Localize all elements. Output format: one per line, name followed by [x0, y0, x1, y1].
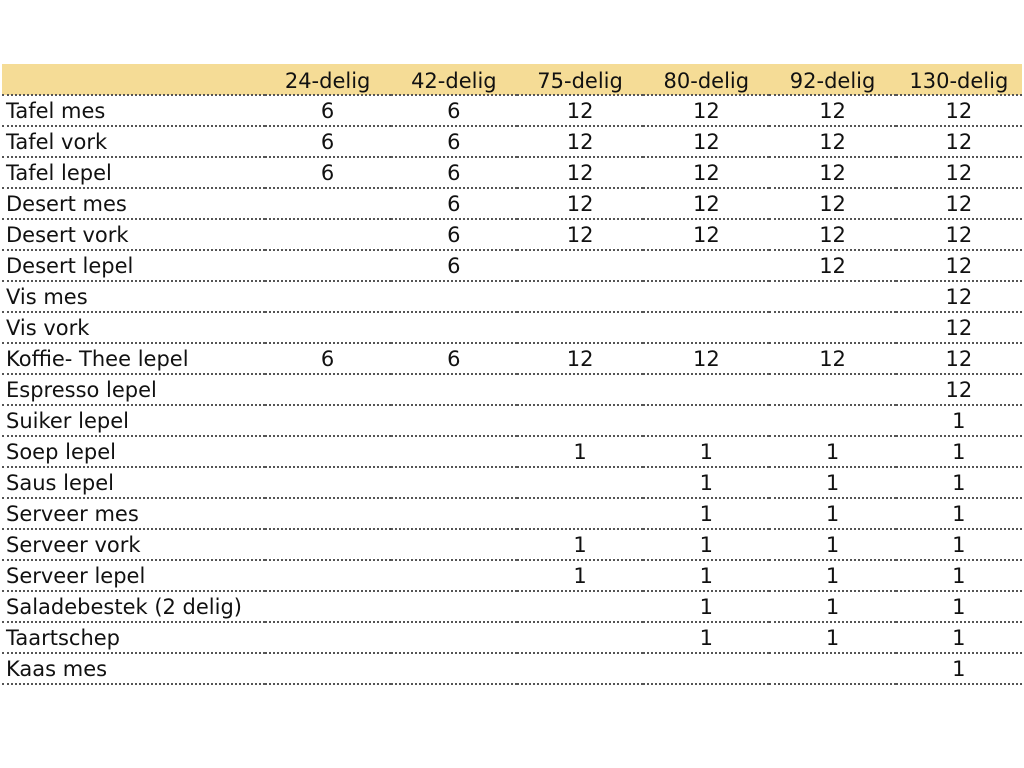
quantity-cell [517, 498, 643, 529]
row-label: Tafel mes [2, 95, 265, 126]
quantity-cell: 12 [896, 157, 1022, 188]
quantity-cell: 6 [265, 95, 391, 126]
quantity-cell: 1 [896, 560, 1022, 591]
table-header [2, 64, 1022, 95]
quantity-cell: 1 [769, 529, 895, 560]
quantity-cell: 6 [265, 126, 391, 157]
quantity-cell: 12 [896, 126, 1022, 157]
quantity-cell [265, 622, 391, 653]
quantity-cell: 12 [896, 312, 1022, 343]
row-label: Tafel lepel [2, 157, 265, 188]
table-row [2, 250, 1022, 281]
quantity-cell [391, 653, 517, 684]
quantity-cell: 6 [391, 157, 517, 188]
quantity-cell [391, 560, 517, 591]
table-body [2, 95, 1022, 684]
row-label: Serveer vork [2, 529, 265, 560]
quantity-cell [265, 374, 391, 405]
quantity-cell [265, 436, 391, 467]
quantity-cell: 12 [517, 157, 643, 188]
quantity-cell: 12 [769, 343, 895, 374]
table-row [2, 157, 1022, 188]
quantity-cell [643, 281, 769, 312]
quantity-cell: 12 [643, 219, 769, 250]
quantity-cell: 12 [517, 126, 643, 157]
column-header: 130-delig [896, 64, 1022, 95]
quantity-cell: 1 [769, 467, 895, 498]
quantity-cell: 12 [896, 219, 1022, 250]
quantity-cell [265, 591, 391, 622]
row-label: Serveer mes [2, 498, 265, 529]
table-row [2, 405, 1022, 436]
cutlery-set-table [2, 64, 1022, 685]
quantity-cell: 12 [517, 219, 643, 250]
quantity-cell: 1 [896, 436, 1022, 467]
quantity-cell: 1 [896, 591, 1022, 622]
quantity-cell: 12 [517, 188, 643, 219]
quantity-cell [265, 281, 391, 312]
quantity-cell: 12 [896, 343, 1022, 374]
quantity-cell [391, 436, 517, 467]
quantity-cell [265, 560, 391, 591]
quantity-cell: 1 [517, 529, 643, 560]
quantity-cell [769, 374, 895, 405]
column-header: 92-delig [769, 64, 895, 95]
quantity-cell: 6 [391, 95, 517, 126]
quantity-cell [769, 281, 895, 312]
quantity-cell [265, 250, 391, 281]
quantity-cell [517, 405, 643, 436]
table-row [2, 188, 1022, 219]
quantity-cell [517, 250, 643, 281]
quantity-cell [769, 312, 895, 343]
table-row [2, 343, 1022, 374]
row-label: Soep lepel [2, 436, 265, 467]
quantity-cell: 6 [391, 219, 517, 250]
quantity-cell: 12 [769, 250, 895, 281]
quantity-cell: 1 [896, 653, 1022, 684]
column-header: 24-delig [265, 64, 391, 95]
quantity-cell [643, 250, 769, 281]
quantity-cell [265, 653, 391, 684]
quantity-cell: 1 [517, 560, 643, 591]
quantity-cell [517, 467, 643, 498]
quantity-cell: 12 [643, 188, 769, 219]
row-label: Vis mes [2, 281, 265, 312]
quantity-cell: 6 [391, 250, 517, 281]
column-header: 75-delig [517, 64, 643, 95]
header-corner-cell [2, 64, 265, 95]
row-label: Desert mes [2, 188, 265, 219]
quantity-cell: 12 [769, 126, 895, 157]
quantity-cell [391, 467, 517, 498]
quantity-cell [643, 312, 769, 343]
quantity-cell: 1 [643, 498, 769, 529]
quantity-cell: 12 [643, 95, 769, 126]
row-label: Saladebestek (2 delig) [2, 591, 265, 622]
quantity-cell [391, 281, 517, 312]
table-row [2, 529, 1022, 560]
quantity-cell: 6 [391, 343, 517, 374]
quantity-cell: 6 [391, 188, 517, 219]
table-row [2, 126, 1022, 157]
quantity-cell [265, 498, 391, 529]
quantity-cell [391, 622, 517, 653]
row-label: Suiker lepel [2, 405, 265, 436]
quantity-cell [643, 405, 769, 436]
quantity-cell [265, 219, 391, 250]
quantity-cell: 1 [769, 560, 895, 591]
quantity-cell: 1 [643, 529, 769, 560]
quantity-cell: 12 [517, 343, 643, 374]
quantity-cell: 1 [896, 405, 1022, 436]
quantity-cell [391, 405, 517, 436]
row-label: Desert vork [2, 219, 265, 250]
table-row [2, 312, 1022, 343]
table-row [2, 498, 1022, 529]
quantity-cell [643, 653, 769, 684]
quantity-cell: 1 [769, 498, 895, 529]
quantity-cell [517, 374, 643, 405]
row-label: Tafel vork [2, 126, 265, 157]
row-label: Saus lepel [2, 467, 265, 498]
quantity-cell [391, 374, 517, 405]
row-label: Kaas mes [2, 653, 265, 684]
quantity-cell: 12 [769, 188, 895, 219]
quantity-cell: 6 [391, 126, 517, 157]
quantity-cell: 6 [265, 343, 391, 374]
quantity-cell [769, 405, 895, 436]
quantity-cell: 1 [643, 436, 769, 467]
table-row [2, 219, 1022, 250]
quantity-cell [265, 188, 391, 219]
row-label: Serveer lepel [2, 560, 265, 591]
quantity-cell: 12 [896, 281, 1022, 312]
table-row [2, 436, 1022, 467]
quantity-cell: 12 [517, 95, 643, 126]
header-row [2, 64, 1022, 95]
quantity-cell [391, 529, 517, 560]
column-header: 42-delig [391, 64, 517, 95]
quantity-cell: 12 [896, 188, 1022, 219]
quantity-cell [517, 281, 643, 312]
table-row [2, 653, 1022, 684]
quantity-cell: 1 [896, 622, 1022, 653]
quantity-cell: 12 [896, 250, 1022, 281]
quantity-cell [265, 312, 391, 343]
table-row [2, 591, 1022, 622]
row-label: Espresso lepel [2, 374, 265, 405]
quantity-cell: 12 [769, 95, 895, 126]
quantity-cell [265, 405, 391, 436]
quantity-cell [265, 529, 391, 560]
quantity-cell [517, 591, 643, 622]
quantity-cell [391, 312, 517, 343]
quantity-cell: 1 [896, 467, 1022, 498]
quantity-cell [517, 622, 643, 653]
column-header: 80-delig [643, 64, 769, 95]
table-row [2, 374, 1022, 405]
row-label: Koffie- Thee lepel [2, 343, 265, 374]
quantity-cell: 1 [896, 529, 1022, 560]
quantity-cell: 12 [643, 343, 769, 374]
quantity-cell: 12 [896, 374, 1022, 405]
quantity-cell: 1 [769, 622, 895, 653]
quantity-cell: 12 [643, 157, 769, 188]
quantity-cell: 1 [643, 591, 769, 622]
quantity-cell: 1 [643, 467, 769, 498]
quantity-cell [769, 653, 895, 684]
row-label: Vis vork [2, 312, 265, 343]
quantity-cell: 1 [643, 560, 769, 591]
quantity-cell: 1 [896, 498, 1022, 529]
table-row [2, 467, 1022, 498]
quantity-cell [265, 467, 391, 498]
row-label: Desert lepel [2, 250, 265, 281]
quantity-cell [517, 312, 643, 343]
quantity-cell: 6 [265, 157, 391, 188]
quantity-cell: 12 [769, 157, 895, 188]
quantity-cell: 1 [769, 436, 895, 467]
row-label: Taartschep [2, 622, 265, 653]
quantity-cell: 1 [769, 591, 895, 622]
quantity-cell: 12 [769, 219, 895, 250]
quantity-cell [391, 591, 517, 622]
table-row [2, 281, 1022, 312]
table-row [2, 95, 1022, 126]
quantity-cell: 1 [643, 622, 769, 653]
quantity-cell [643, 374, 769, 405]
quantity-cell: 12 [896, 95, 1022, 126]
table-row [2, 560, 1022, 591]
quantity-cell: 12 [643, 126, 769, 157]
quantity-cell [391, 498, 517, 529]
quantity-cell [517, 653, 643, 684]
quantity-cell: 1 [517, 436, 643, 467]
table-row [2, 622, 1022, 653]
